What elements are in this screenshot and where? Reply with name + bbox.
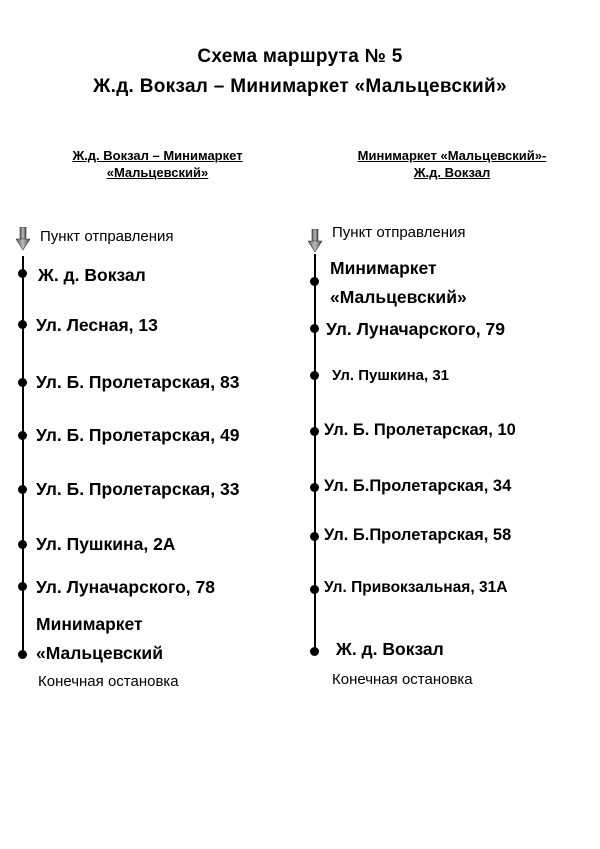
right-stop-dot: [310, 585, 319, 594]
right-column-heading: [328, 147, 576, 181]
right-stop-dot: [310, 324, 319, 333]
right-stop-dot: [310, 427, 319, 436]
route-subtitle: Ж.д. Вокзал – Минимаркет «Мальцевский»: [93, 76, 507, 97]
right-stop-dot: [310, 371, 319, 380]
right-stop-1: Ул. Луначарского, 79: [326, 319, 505, 339]
left-stop-2: Ул. Лесная, 13: [36, 315, 158, 335]
right-first-stop-line2: «Мальцевский»: [330, 287, 467, 307]
left-stop-4: Ул. Б. Пролетарская, 49: [36, 425, 240, 445]
left-final-stop-line1: Минимаркет: [36, 614, 143, 634]
right-terminal-label: Конечная остановка: [332, 671, 473, 688]
left-departure-arrow-icon: [16, 227, 30, 251]
left-heading-line1: Ж.д. Вокзал – Минимаркет: [72, 148, 243, 163]
left-stop-7: Ул. Луначарского, 78: [36, 577, 215, 597]
right-heading-line1: Минимаркет «Мальцевский»-: [357, 148, 547, 163]
right-stop-4: Ул. Б.Пролетарская, 34: [324, 477, 512, 495]
left-stop-dot: [18, 320, 27, 329]
right-stop-6: Ул. Привокзальная, 31А: [324, 579, 508, 596]
right-departure-arrow-icon: [308, 229, 322, 253]
left-stop-5: Ул. Б. Пролетарская, 33: [36, 479, 240, 499]
right-stop-7: Ж. д. Вокзал: [336, 639, 444, 659]
right-first-stop-line1: Минимаркет: [330, 258, 437, 278]
left-departure-label: Пункт отправления: [40, 228, 174, 245]
left-stop-dot: [18, 431, 27, 440]
right-stop-2: Ул. Пушкина, 31: [332, 367, 450, 384]
left-route-line: [22, 256, 24, 656]
left-stop-dot: [18, 650, 27, 659]
right-stop-3: Ул. Б. Пролетарская, 10: [324, 421, 516, 439]
left-heading-line2: «Мальцевский»: [106, 165, 209, 180]
right-stop-dot: [310, 277, 319, 286]
right-stop-dot: [310, 483, 319, 492]
left-stop-dot: [18, 582, 27, 591]
left-final-stop-line2: «Мальцевский: [36, 643, 163, 663]
left-column-heading: [40, 147, 275, 181]
left-stop-6: Ул. Пушкина, 2А: [36, 534, 176, 554]
right-route-line: [314, 254, 316, 654]
left-stop-dot: [18, 269, 27, 278]
right-stop-dot: [310, 647, 319, 656]
left-terminal-label: Конечная остановка: [38, 673, 179, 690]
left-stop-1: Ж. д. Вокзал: [38, 265, 146, 285]
left-stop-dot: [18, 378, 27, 387]
right-stop-dot: [310, 532, 319, 541]
page-title: Схема маршрута № 5: [197, 46, 403, 67]
left-stop-3: Ул. Б. Пролетарская, 83: [36, 372, 240, 392]
right-heading-line2: Ж.д. Вокзал: [413, 165, 491, 180]
right-departure-label: Пункт отправления: [332, 224, 466, 241]
left-stop-dot: [18, 540, 27, 549]
left-stop-dot: [18, 485, 27, 494]
right-stop-5: Ул. Б.Пролетарская, 58: [324, 526, 512, 544]
